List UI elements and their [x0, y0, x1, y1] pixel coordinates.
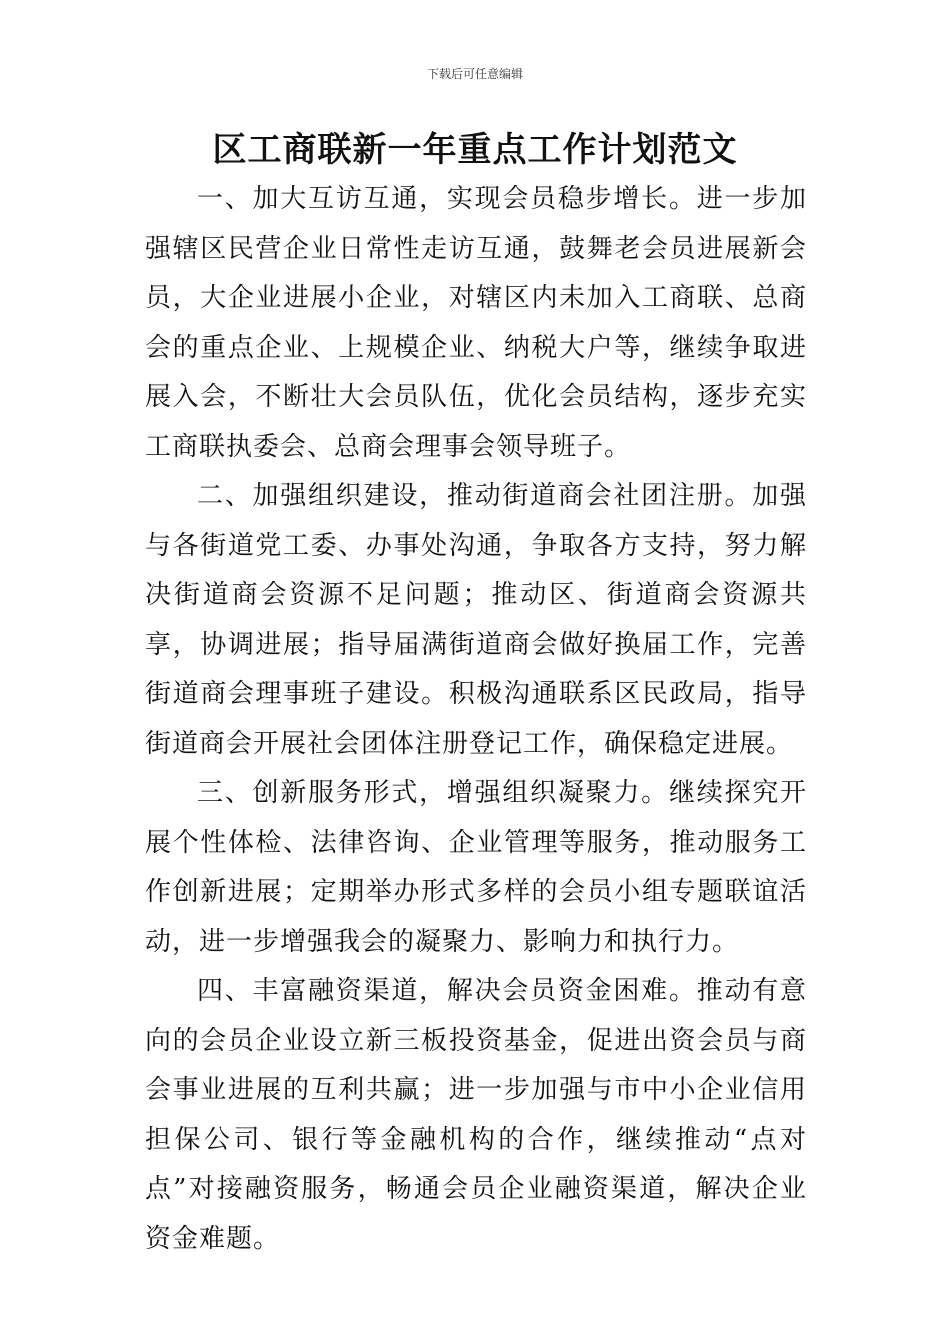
paragraph-1: 一、加大互访互通，实现会员稳步增长。进一步加强辖区民营企业日常性走访互通，鼓舞老会员进展新会员，大企业进展小企业，对辖区内未加入工商联、总商会的重点企业、上规模企业、纳税大户等，继续争取进展入会，不断壮大会员队伍，优化会员结构，逐步充实工商联执委会、总商会理事会领导班子。	[145, 184, 807, 462]
page-header-note: 下载后可任意编辑	[426, 67, 523, 81]
paragraph-2: 二、加强组织建设，推动街道商会社团注册。加强与各街道党工委、办事处沟通，争取各方支持，努力解决街道商会资源不足问题；推动区、街道商会资源共享，协调进展；指导届满街道商会做好换届工作，完善街道商会理事班子建设。积极沟通联系区民政局，指导街道商会开展社会团体注册登记工作，确保稳定进展。	[145, 481, 807, 759]
document-title: 区工商联新一年重点工作计划范文	[212, 130, 738, 170]
paragraph-3: 三、创新服务形式，增强组织凝聚力。继续探究开展个性体检、法律咨询、企业管理等服务，推动服务工作创新进展；定期举办形式多样的会员小组专题联谊活动，进一步增强我会的凝聚力、影响力和执行力。	[145, 778, 807, 957]
document-body	[145, 175, 807, 1264]
paragraph-4: 四、丰富融资渠道，解决会员资金困难。推动有意向的会员企业设立新三板投资基金，促进出资会员与商会事业进展的互利共赢；进一步加强与市中小企业信用担保公司、银行等金融机构的合作，继续推动“点对点”对接融资服务，畅通会员企业融资渠道，解决企业资金难题。	[145, 976, 807, 1254]
